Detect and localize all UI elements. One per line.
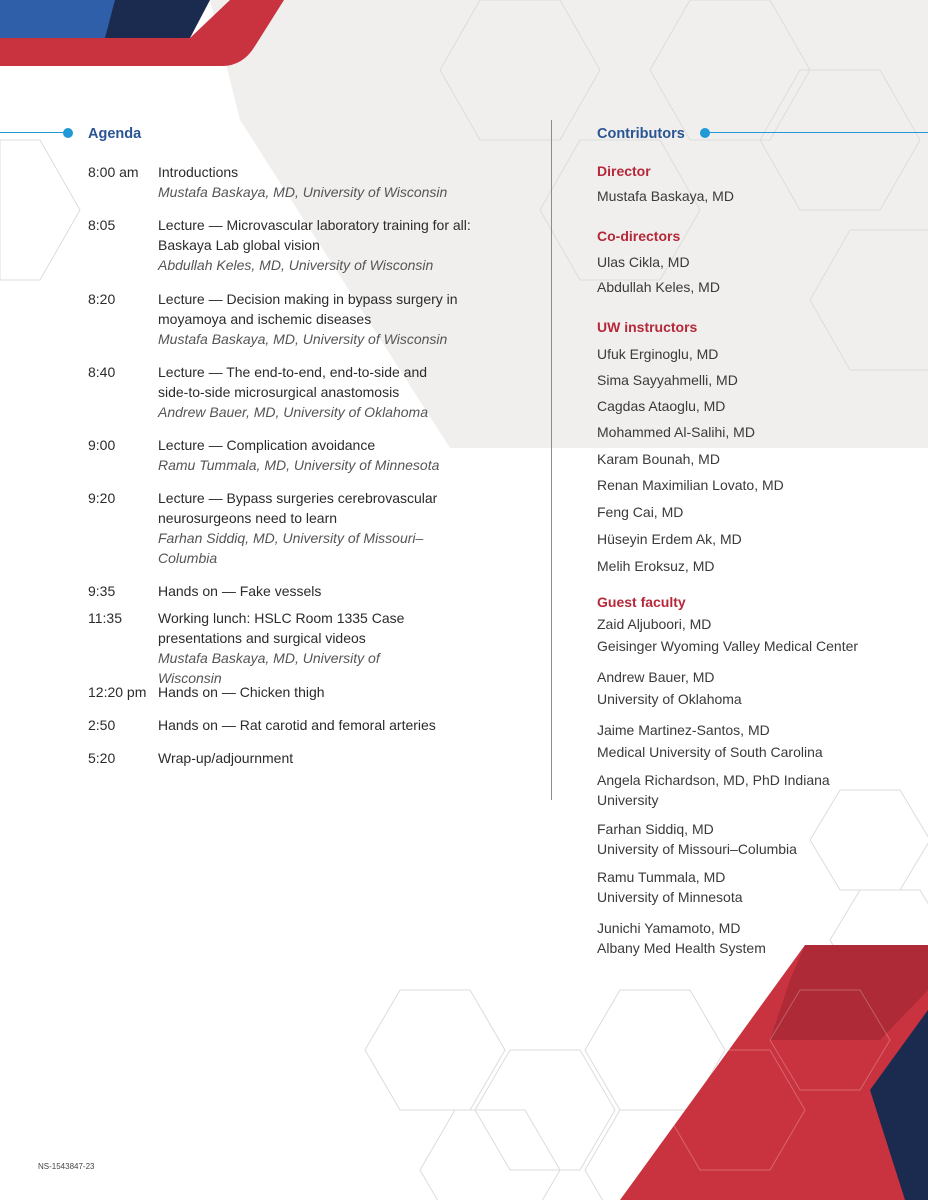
agenda-time: 5:20 (88, 750, 116, 766)
agenda-time: 11:35 (88, 610, 122, 626)
agenda-time: 8:05 (88, 217, 116, 233)
uw-instructor-name: Renan Maximilian Lovato, MD (597, 477, 784, 493)
agenda-title: Hands on — Rat carotid and femoral arteries (158, 717, 436, 733)
agenda-heading: Agenda (88, 126, 142, 142)
document-code: NS-1543847-23 (38, 1162, 95, 1171)
guest-faculty-entry (597, 614, 897, 656)
guest-affiliation: Geisinger Wyoming Valley Medical Center (597, 638, 859, 654)
guest-faculty-heading: Guest faculty (597, 594, 686, 610)
uw-instructor-name: Sima Sayyahmelli, MD (597, 372, 738, 388)
agenda-speaker: Andrew Bauer, MD, University of Oklahoma (158, 404, 428, 420)
agenda-title: Lecture — The end-to-end, end-to-side and side-to-side microsurgical anastomosis (158, 364, 428, 400)
guest-name: Junichi Yamamoto, MD (597, 920, 741, 936)
agenda-title: Wrap-up/adjournment (158, 750, 294, 766)
guest-affiliation: University of Missouri–Columbia (597, 841, 797, 857)
guest-name: Farhan Siddiq, MD (597, 821, 714, 837)
guest-affiliation: University of Oklahoma (597, 691, 742, 707)
agenda-title: Hands on — Fake vessels (158, 583, 322, 599)
agenda-time: 8:20 (88, 291, 116, 307)
agenda-title: Lecture — Complication avoidance (158, 437, 376, 453)
guest-faculty-entry (597, 770, 897, 810)
guest-faculty-entry (597, 867, 897, 907)
guest-affiliation: University of Minnesota (597, 889, 743, 905)
agenda-speaker: Mustafa Baskaya, MD, University of Wisconsin (158, 331, 448, 347)
uw-instructor-name: Ufuk Erginoglu, MD (597, 346, 719, 362)
agenda-speaker: Ramu Tummala, MD, University of Minnesota (158, 457, 440, 473)
guest-faculty-entry (597, 918, 897, 958)
guest-name: Zaid Aljuboori, MD (597, 616, 712, 632)
agenda-time: 9:00 (88, 437, 116, 453)
agenda-time: 9:35 (88, 583, 116, 599)
agenda-title: Hands on — Chicken thigh (158, 684, 325, 700)
agenda-time: 12:20 pm (88, 684, 147, 700)
guest-name: Ramu Tummala, MD (597, 869, 726, 885)
agenda-speaker: Farhan Siddiq, MD, University of Missouri– Columbia (158, 530, 424, 566)
codirector-name: Abdullah Keles, MD (597, 279, 720, 295)
guest-affiliation: University (597, 792, 659, 808)
agenda-speaker: Abdullah Keles, MD, University of Wisconsin (158, 257, 434, 273)
uw-instructor-name: Hüseyin Erdem Ak, MD (597, 531, 742, 547)
agenda-time: 2:50 (88, 717, 116, 733)
agenda-title: Lecture — Bypass surgeries cerebrovascular neurosurgeons need to learn (158, 490, 438, 526)
agenda-time: 8:40 (88, 364, 116, 380)
uw-instructor-name: Feng Cai, MD (597, 504, 684, 520)
agenda-title: Lecture — Microvascular laboratory training for all: Baskaya Lab global vision (158, 217, 471, 253)
agenda-title: Lecture — Decision making in bypass surgery in moyamoya and ischemic diseases (158, 291, 458, 327)
uw-instructor-name: Melih Eroksuz, MD (597, 558, 715, 574)
agenda-title: Working lunch: HSLC Room 1335 Case presentations and surgical videos (158, 610, 405, 646)
uw-instructor-name: Cagdas Ataoglu, MD (597, 398, 726, 414)
agenda-speaker: Mustafa Baskaya, MD, University of Wisconsin (158, 184, 448, 200)
uw-instructors-heading: UW instructors (597, 319, 698, 335)
director-heading: Director (597, 163, 651, 179)
codirector-name: Ulas Cikla, MD (597, 254, 690, 270)
contributors-bullet-dot (700, 128, 710, 138)
guest-name: Jaime Martinez-Santos, MD (597, 722, 770, 738)
director-name: Mustafa Baskaya, MD (597, 188, 734, 204)
column-divider (551, 120, 552, 800)
guest-faculty-entry (597, 720, 897, 762)
agenda-speaker: Mustafa Baskaya, MD, University of Wisconsin (158, 650, 380, 686)
guest-faculty-entry (597, 667, 897, 709)
contributors-rule (709, 132, 928, 133)
agenda-time: 8:00 am (88, 164, 139, 180)
uw-instructor-name: Mohammed Al-Salihi, MD (597, 424, 755, 440)
codirectors-heading: Co-directors (597, 228, 681, 244)
agenda-bullet-dot (63, 128, 73, 138)
agenda-time: 9:20 (88, 490, 116, 506)
contributors-heading: Contributors (597, 126, 685, 142)
agenda-title: Introductions (158, 164, 239, 180)
guest-name: Andrew Bauer, MD (597, 669, 715, 685)
guest-affiliation: Albany Med Health System (597, 940, 766, 956)
agenda-rule (0, 132, 64, 133)
uw-instructor-name: Karam Bounah, MD (597, 451, 720, 467)
guest-affiliation: Medical University of South Carolina (597, 744, 823, 760)
guest-name: Angela Richardson, MD, PhD Indiana (597, 772, 830, 788)
guest-faculty-entry (597, 819, 897, 859)
